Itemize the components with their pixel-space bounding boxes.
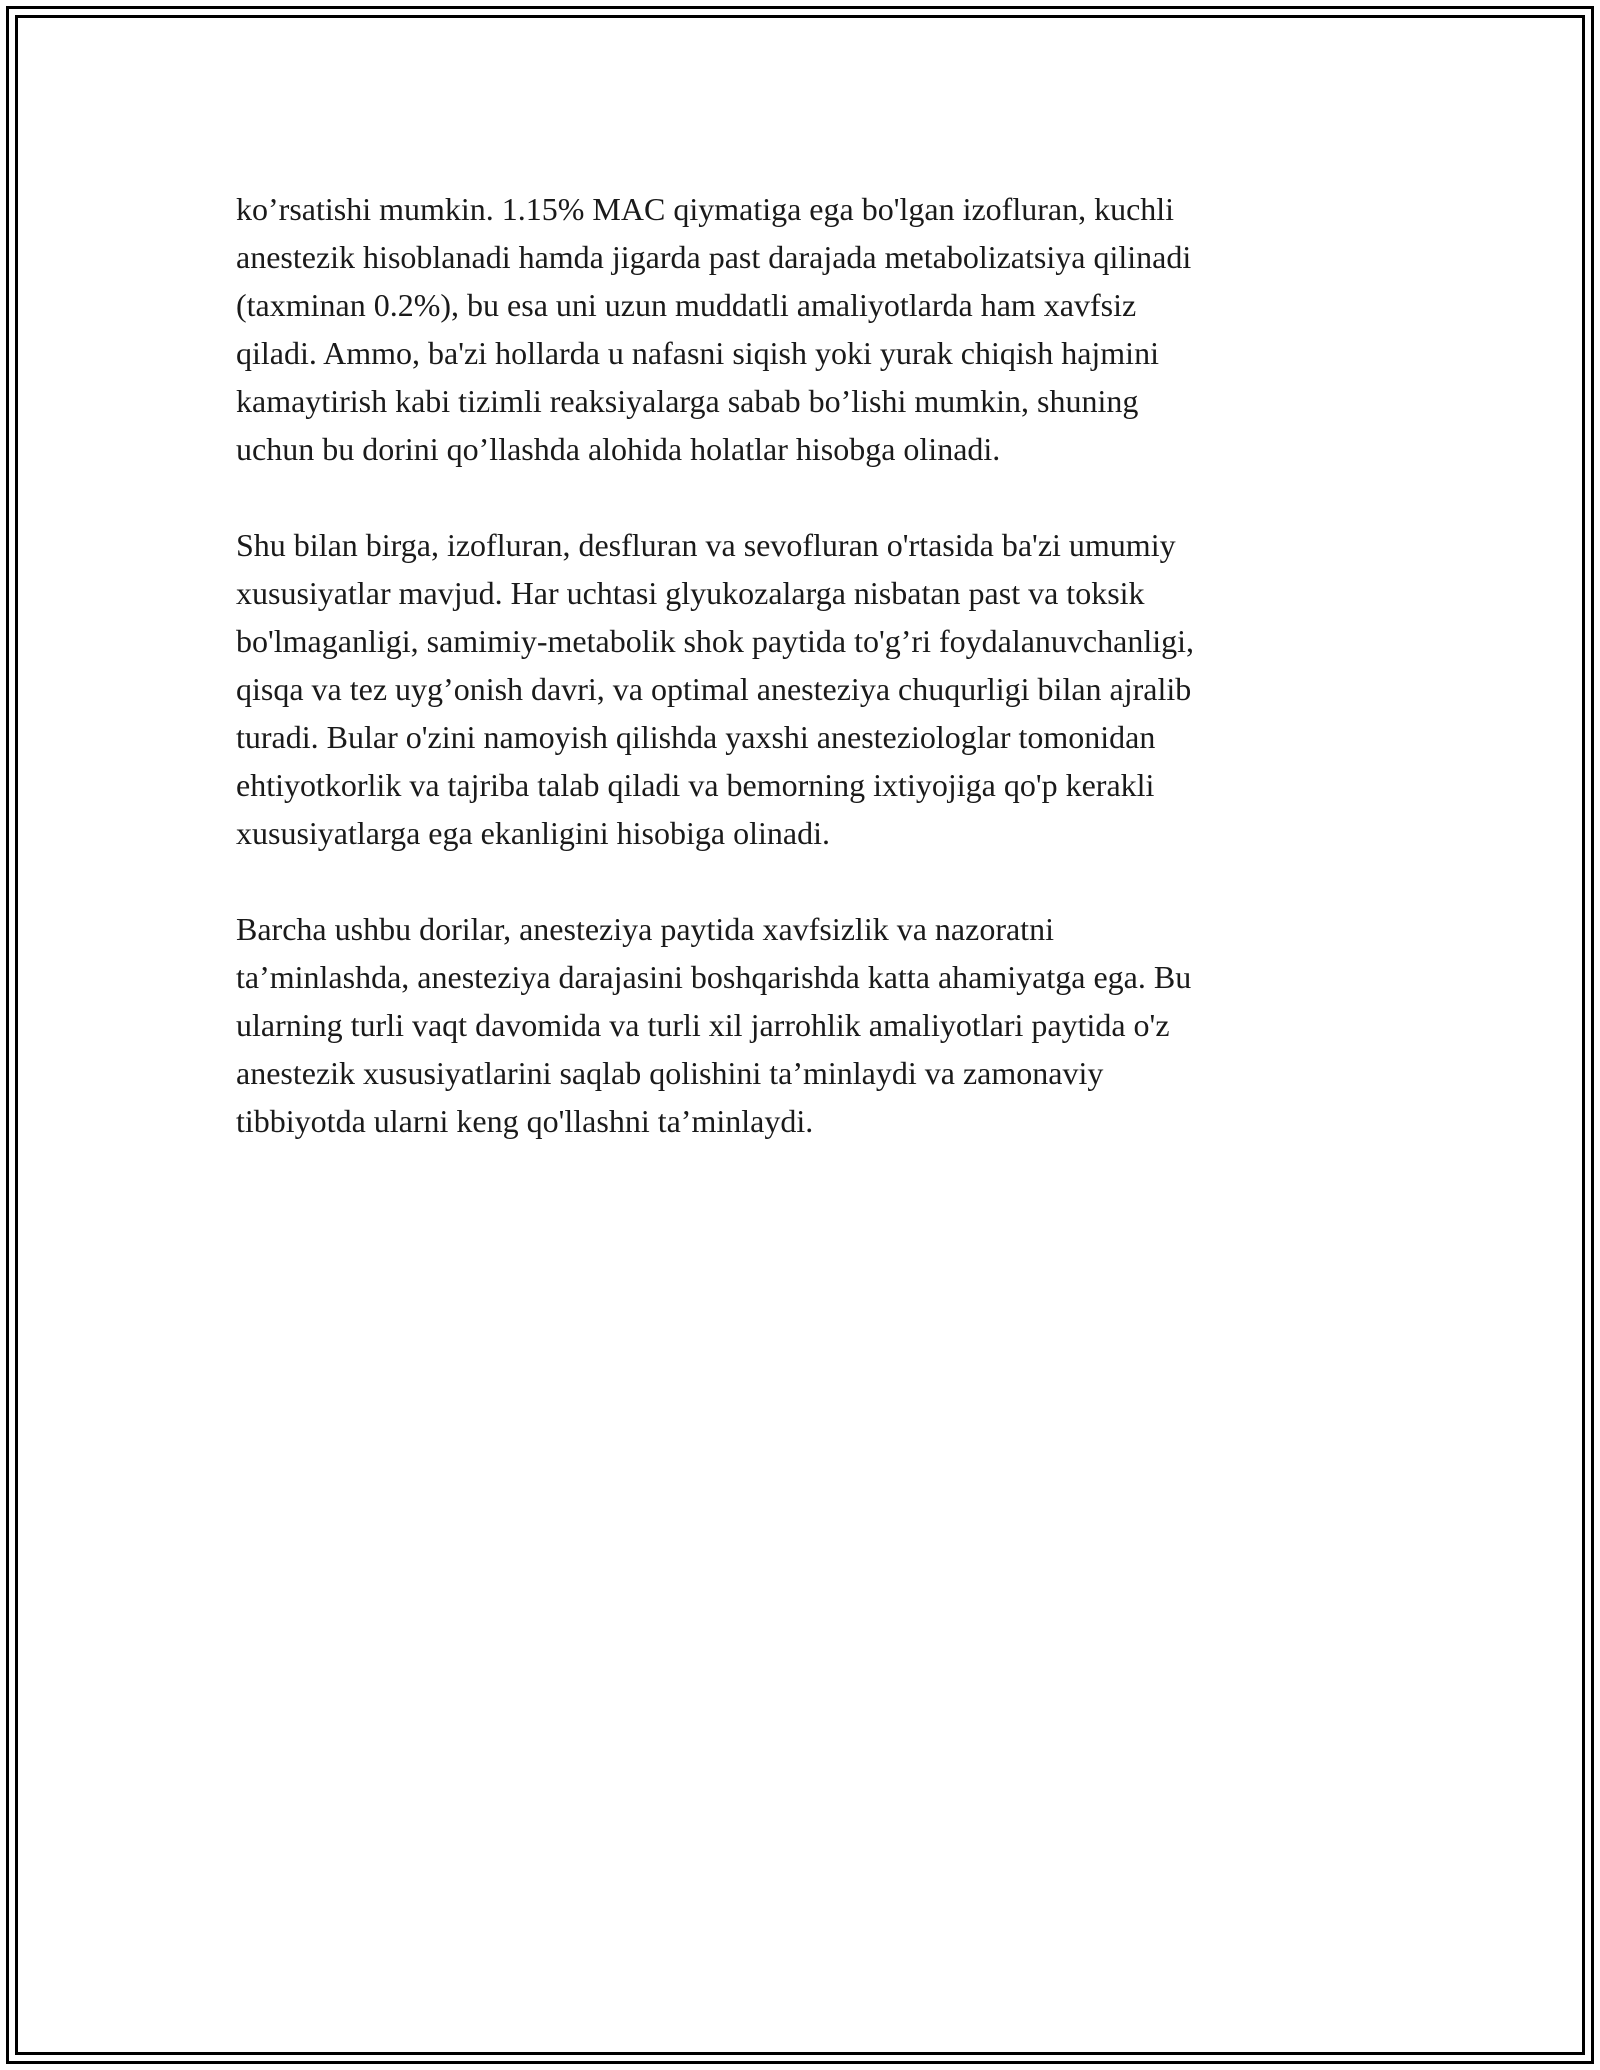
text-line: bo'lmaganligi, samimiy-metabolik shok paytida to'g’ri foydalanuvchanligi, — [236, 623, 1194, 659]
text-line: Barcha ushbu dorilar, anesteziya paytida xavfsizlik va nazoratni — [236, 911, 1054, 947]
text-line: xususiyatlar mavjud. Har uchtasi glyukozalarga nisbatan past va toksik — [236, 575, 1145, 611]
text-line: (taxminan 0.2%), bu esa uni uzun muddatli amaliyotlarda ham xavfsiz — [236, 287, 1137, 323]
text-line: ularning turli vaqt davomida va turli xil jarrohlik amaliyotlari paytida o'z — [236, 1007, 1170, 1043]
text-line: tibbiyotda ularni keng qo'llashni ta’minlaydi. — [236, 1103, 814, 1139]
text-line: qisqa va tez uyg’onish davri, va optimal anesteziya chuqurligi bilan ajralib — [236, 671, 1192, 707]
text-line: ta’minlashda, anesteziya darajasini boshqarishda katta ahamiyatga ega. Bu — [236, 959, 1192, 995]
text-line: ko’rsatishi mumkin. 1.15% MAC qiymatiga ega bo'lgan izofluran, kuchli — [236, 191, 1175, 227]
text-line: turadi. Bular o'zini namoyish qilishda yaxshi anesteziologlar tomonidan — [236, 719, 1156, 755]
text-line: anestezik hisoblanadi hamda jigarda past darajada metabolizatsiya qilinadi — [236, 239, 1192, 275]
paragraph-1 — [236, 185, 1366, 473]
paragraph-3 — [236, 905, 1366, 1145]
text-line: xususiyatlarga ega ekanligini hisobiga olinadi. — [236, 815, 830, 851]
text-line: ehtiyotkorlik va tajriba talab qiladi va bemorning ixtiyojiga qo'p kerakli — [236, 767, 1155, 803]
text-line: anestezik xususiyatlarini saqlab qolishini ta’minlaydi va zamonaviy — [236, 1055, 1104, 1091]
text-line: qiladi. Ammo, ba'zi hollarda u nafasni siqish yoki yurak chiqish hajmini — [236, 335, 1159, 371]
document-body — [236, 185, 1366, 1193]
text-line: uchun bu dorini qo’llashda alohida holatlar hisobga olinadi. — [236, 431, 1001, 467]
text-line: Shu bilan birga, izofluran, desfluran va sevofluran o'rtasida ba'zi umumiy — [236, 527, 1176, 563]
paragraph-2 — [236, 521, 1366, 857]
text-line: kamaytirish kabi tizimli reaksiyalarga sabab bo’lishi mumkin, shuning — [236, 383, 1139, 419]
